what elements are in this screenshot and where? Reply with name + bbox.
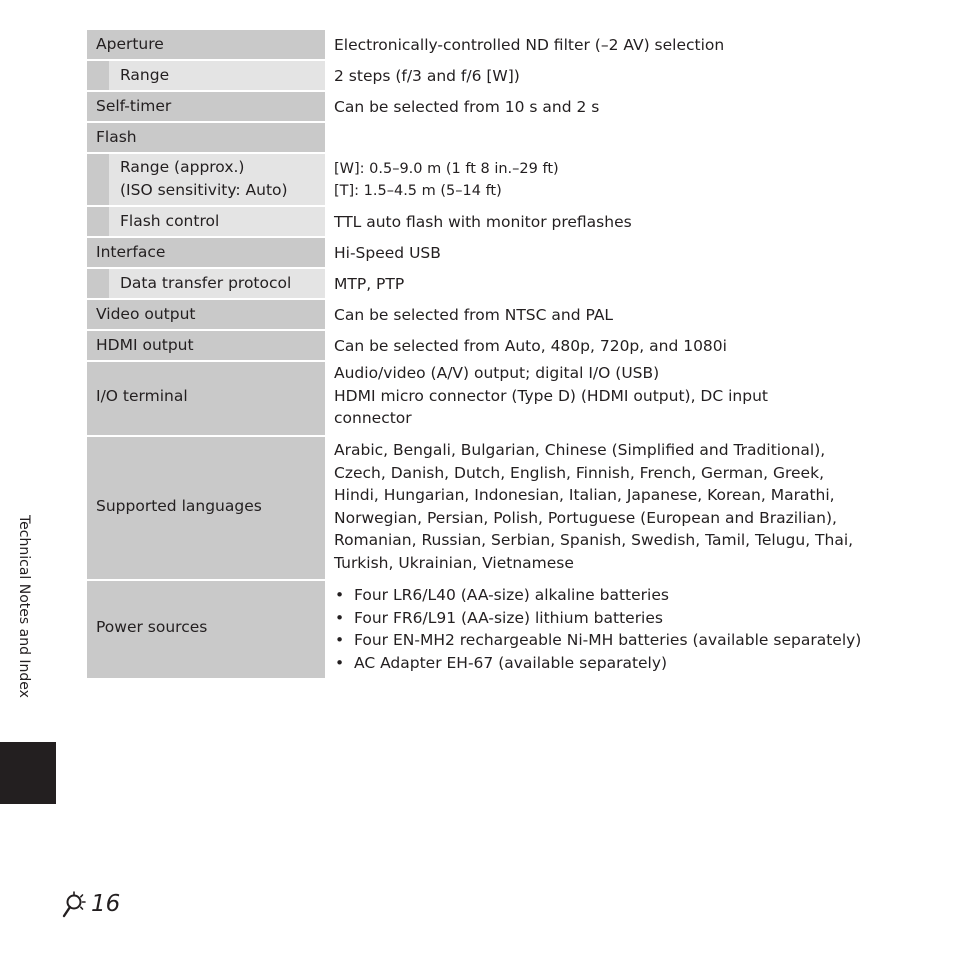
spec-label: Data transfer protocol <box>120 274 292 292</box>
spec-value <box>334 34 877 57</box>
spec-label-cell <box>87 581 325 678</box>
spec-label-cell <box>87 269 325 298</box>
spec-label: I/O terminal <box>96 387 188 405</box>
spec-value-line: HDMI micro connector (Type D) (HDMI output), DC input <box>334 386 768 405</box>
indent-bar <box>87 154 109 205</box>
bullet-item: • Four FR6/L91 (AA-size) lithium batteries <box>334 607 877 630</box>
spec-value <box>334 211 877 234</box>
spec-value <box>334 242 877 265</box>
spec-value-line: Hi-Speed USB <box>334 244 441 262</box>
spec-table <box>87 30 877 680</box>
spec-value-line: Can be selected from 10 s and 2 s <box>334 98 600 116</box>
spec-row-data-transfer <box>87 269 877 300</box>
spec-row-power-sources <box>87 581 877 680</box>
spec-label-cell <box>87 30 325 59</box>
spec-label-cell <box>87 238 325 267</box>
spec-label-cell <box>87 61 325 90</box>
spec-row-supported-languages <box>87 437 877 581</box>
spec-value <box>334 304 877 327</box>
spec-value-line: Hindi, Hungarian, Indonesian, Italian, Japanese, Korean, Marathi, <box>334 486 835 504</box>
spec-row-flash-range <box>87 154 877 207</box>
indent-bar <box>87 269 109 298</box>
spec-label: Range <box>120 66 170 84</box>
spec-label-cell <box>87 92 325 121</box>
spec-value-line: Czech, Danish, Dutch, English, Finnish, French, German, Greek, <box>334 463 824 482</box>
spec-value-line: [T]: 1.5–4.5 m (5–14 ft) <box>334 183 502 199</box>
spec-label: Flash <box>96 128 137 146</box>
spec-value <box>334 584 877 674</box>
spec-row-interface <box>87 238 877 269</box>
spec-value-line: 2 steps (f/3 and f/6 [W]) <box>334 67 520 85</box>
spec-row-self-timer <box>87 92 877 123</box>
spec-value <box>334 439 877 574</box>
page-number <box>60 890 120 918</box>
spec-label-cell <box>87 154 325 205</box>
spec-row-io-terminal <box>87 362 877 437</box>
spec-value <box>334 273 877 296</box>
spec-label: Interface <box>96 243 166 261</box>
spec-value-line: Norwegian, Persian, Polish, Portuguese (European and Brazilian), <box>334 508 837 527</box>
spec-label-cell <box>87 331 325 360</box>
spec-label-cell <box>87 300 325 329</box>
technical-notes-icon <box>60 890 90 918</box>
spec-label-cell <box>87 207 325 236</box>
spec-row-hdmi-output <box>87 331 877 362</box>
section-tab-marker <box>0 742 56 804</box>
spec-value-line: [W]: 0.5–9.0 m (1 ft 8 in.–29 ft) <box>334 161 559 177</box>
bullet-item: • Four LR6/L40 (AA-size) alkaline batteries <box>334 584 877 607</box>
indent-bar <box>87 207 109 236</box>
spec-value <box>334 65 877 88</box>
spec-label-cell <box>87 437 325 579</box>
spec-label: Range (approx.) (ISO sensitivity: Auto) <box>120 158 288 199</box>
spec-label: Supported languages <box>96 497 262 515</box>
bullet-item: • Four EN-MH2 rechargeable Ni-MH batteries (available separately) <box>334 629 877 652</box>
spec-value <box>334 335 877 358</box>
spec-value-line: Electronically-controlled ND filter (–2 AV) selection <box>334 36 725 54</box>
spec-value-line: MTP, PTP <box>334 275 405 293</box>
spec-value <box>334 158 877 202</box>
spec-label: Aperture <box>96 35 164 53</box>
spec-value <box>334 96 877 119</box>
spec-value-line: Can be selected from NTSC and PAL <box>334 306 614 324</box>
spec-value-line: connector <box>334 409 412 427</box>
indent-bar <box>87 61 109 90</box>
spec-value-line: Turkish, Ukrainian, Vietnamese <box>334 553 574 572</box>
spec-value-line: Romanian, Russian, Serbian, Spanish, Swedish, Tamil, Telugu, Thai, <box>334 531 854 549</box>
spec-label: Flash control <box>120 212 220 230</box>
spec-value-line: Can be selected from Auto, 480p, 720p, and 1080i <box>334 337 727 355</box>
spec-row-flash <box>87 123 877 154</box>
spec-value <box>334 362 877 430</box>
bullet-list <box>334 584 877 674</box>
spec-row-video-output <box>87 300 877 331</box>
spec-label-cell <box>87 362 325 435</box>
spec-label: HDMI output <box>96 336 194 354</box>
spec-label: Power sources <box>96 618 208 636</box>
spec-row-aperture <box>87 30 877 61</box>
page-number-text: 16 <box>91 891 121 917</box>
spec-row-flash-control <box>87 207 877 238</box>
spec-value-line: TTL auto flash with monitor preflashes <box>334 213 632 231</box>
bullet-item: • AC Adapter EH-67 (available separately) <box>334 652 877 675</box>
spec-label: Self-timer <box>96 97 172 115</box>
spec-row-range <box>87 61 877 92</box>
spec-label: Video output <box>96 305 196 323</box>
spec-label-cell <box>87 123 325 152</box>
section-side-label: Technical Notes and Index <box>16 515 32 698</box>
spec-value-line: Arabic, Bengali, Bulgarian, Chinese (Simplified and Traditional), <box>334 441 826 459</box>
spec-value-line: Audio/video (A/V) output; digital I/O (USB) <box>334 364 660 382</box>
